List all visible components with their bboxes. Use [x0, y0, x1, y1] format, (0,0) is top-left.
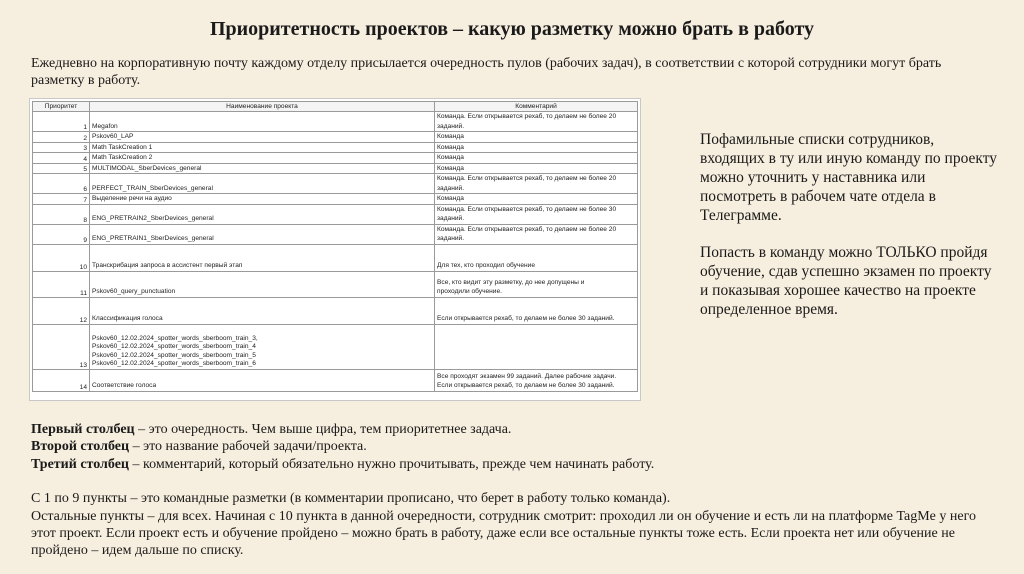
row-comment: Все, кто видит эту разметку, до нее допущены и проходили обучение.	[435, 271, 638, 297]
row-project-name: Math TaskCreation 2	[90, 153, 435, 164]
row-priority: 9	[33, 224, 90, 244]
row-priority: 14	[33, 369, 90, 391]
priority-table-image	[29, 98, 641, 401]
team-items-note: С 1 по 9 пункты – это командные разметки (в комментарии прописано, что берет в работу только команда).	[31, 491, 671, 507]
table-row	[33, 163, 638, 174]
row-priority: 6	[33, 174, 90, 194]
row-comment: Команда	[435, 142, 638, 153]
row-priority: 8	[33, 204, 90, 224]
row-comment	[435, 324, 638, 369]
row-comment: Команда	[435, 194, 638, 205]
priority-table	[32, 101, 638, 392]
table-row	[33, 369, 638, 391]
table-row	[33, 194, 638, 205]
row-project-name: Pskov60_12.02.2024_spotter_words_sberboom_train_3, Pskov60_12.02.2024_spotter_words_sberboom_train_4 Pskov60_12.02.2024_spotter_words_sberboom_train_5 Pskov60_12.02.2024_spotter_words_sberboom_train_6	[90, 324, 435, 369]
row-comment: Команда. Если открывается рехаб, то делаем не более 20 заданий.	[435, 112, 638, 132]
table-row	[33, 224, 638, 244]
row-project-name: Pskov60_LAP	[90, 132, 435, 143]
table-row	[33, 153, 638, 164]
row-priority: 5	[33, 163, 90, 174]
header-comment: Комментарий	[435, 102, 638, 112]
row-comment: Команда. Если открывается рехаб, то делаем не более 30 заданий.	[435, 204, 638, 224]
header-project-name: Наименование проекта	[90, 102, 435, 112]
table-row	[33, 324, 638, 369]
table-header-row	[33, 102, 638, 112]
other-items-note: Остальные пункты – для всех. Начиная с 10 пункта в данной очередности, сотрудник смотрит: проходил ли он обучение и есть ли на платформе TagMe у него этот проект. Если проект есть и обучение пройдено – можно брать в работу, даже если все остальные пункты тоже есть. Если проекта нет или обучение не пройдено – идем дальше по списку.	[31, 508, 976, 559]
column3-explanation: Третий столбец – комментарий, который обязательно нужно прочитывать, прежде чем начинать работу.	[31, 456, 655, 472]
row-project-name: ENG_PRETRAIN2_SberDevices_general	[90, 204, 435, 224]
row-project-name: PERFECT_TRAIN_SberDevices_general	[90, 174, 435, 194]
row-priority: 1	[33, 112, 90, 132]
column1-explanation: Первый столбец – это очередность. Чем выше цифра, тем приоритетнее задача.	[31, 422, 512, 437]
row-priority: 13	[33, 324, 90, 369]
row-priority: 2	[33, 132, 90, 143]
row-priority: 11	[33, 271, 90, 297]
row-priority: 12	[33, 297, 90, 324]
row-priority: 3	[33, 142, 90, 153]
row-project-name: Выделение речи на аудио	[90, 194, 435, 205]
row-comment: Команда	[435, 163, 638, 174]
table-row	[33, 271, 638, 297]
row-project-name: Megafon	[90, 112, 435, 132]
side-note	[700, 130, 1000, 337]
column2-explanation: Второй столбец – это название рабочей задачи/проекта.	[31, 439, 367, 455]
table-row	[33, 244, 638, 271]
row-project-name: ENG_PRETRAIN1_SberDevices_general	[90, 224, 435, 244]
intro-paragraph: Ежедневно на корпоративную почту каждому отделу присылается очередность пулов (рабочих задач), в соответствии с которой сотрудники могут брать разметку в работу.	[31, 56, 942, 88]
table-row	[33, 132, 638, 143]
row-comment: Команда. Если открывается рехаб, то делаем не более 20 заданий.	[435, 174, 638, 194]
side-note-access: Попасть в команду можно ТОЛЬКО пройдя обучение, сдав успешно экзамен по проекту и показывая хорошее качество на проекте определенное время.	[700, 244, 992, 318]
row-comment: Команда	[435, 132, 638, 143]
explanation-block	[31, 421, 991, 560]
table-row	[33, 204, 638, 224]
row-project-name: MULTIMODAL_SberDevices_general	[90, 163, 435, 174]
side-note-teams: Пофамильные списки сотрудников, входящих в ту или иную команду по проекту можно уточнить у наставника или посмотреть в рабочем чате отдела в Телеграмме.	[700, 131, 998, 224]
row-priority: 7	[33, 194, 90, 205]
row-project-name: Math TaskCreation 1	[90, 142, 435, 153]
row-comment: Если открывается рехаб, то делаем не более 30 заданий.	[435, 297, 638, 324]
row-priority: 10	[33, 244, 90, 271]
row-project-name: Соответствие голоса	[90, 369, 435, 391]
row-comment: Все проходят экзамен 99 заданий. Далее рабочие задачи. Если открывается рехаб, то делаем не более 30 заданий.	[435, 369, 638, 391]
row-project-name: Классификация голоса	[90, 297, 435, 324]
row-comment: Команда. Если открывается рехаб, то делаем не более 20 заданий.	[435, 224, 638, 244]
header-priority: Приоритет	[33, 102, 90, 112]
row-comment: Для тех, кто проходил обучение	[435, 244, 638, 271]
table-body	[33, 112, 638, 392]
row-project-name: Pskov60_query_punctuation	[90, 271, 435, 297]
row-comment: Команда	[435, 153, 638, 164]
table-row	[33, 142, 638, 153]
table-row	[33, 112, 638, 132]
row-project-name: Транскрибация запроса в ассистент первый этап	[90, 244, 435, 271]
table-row	[33, 174, 638, 194]
page-title: Приоритетность проектов – какую разметку можно брать в работу	[209, 18, 815, 40]
row-priority: 4	[33, 153, 90, 164]
table-row	[33, 297, 638, 324]
